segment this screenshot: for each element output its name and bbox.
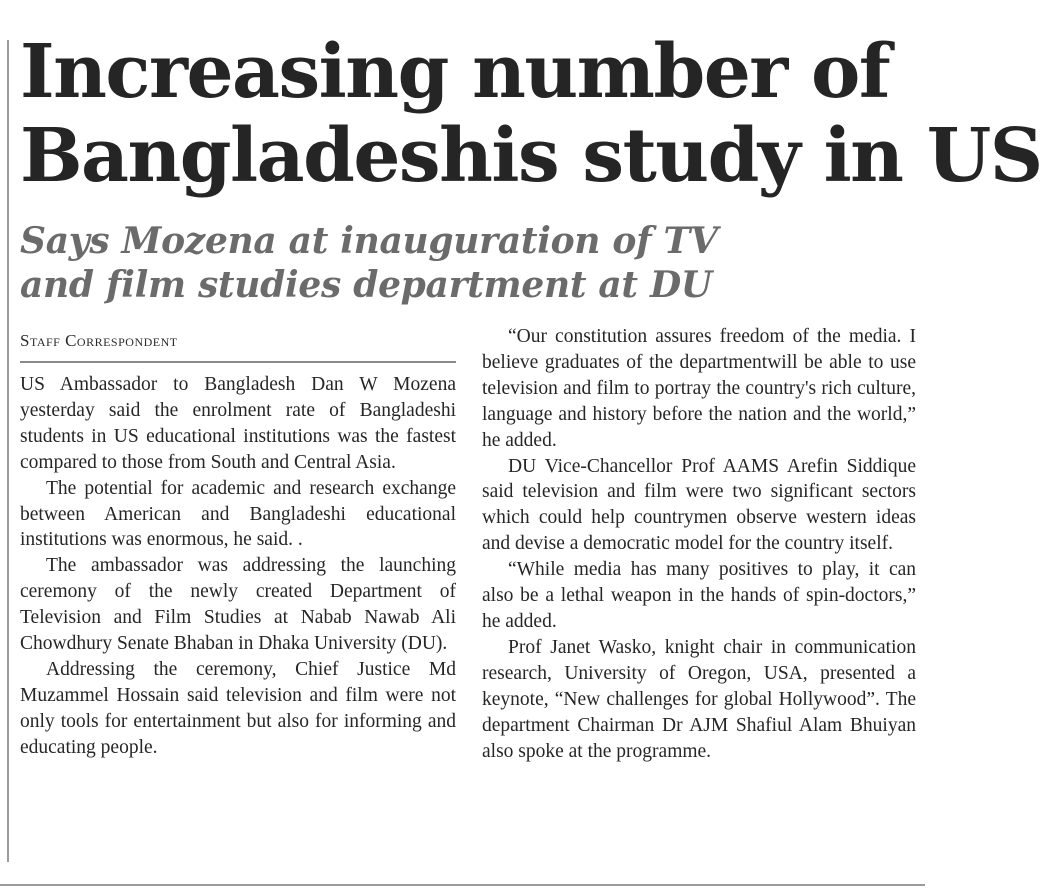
- paragraph: Addressing the ceremony, Chief Justice Md Muzammel Hossain said television and film were not only tools for entertainment but also for informing and educating people.: [20, 658, 456, 758]
- bottom-rule: [0, 884, 925, 886]
- paragraph: DU Vice-Chancellor Prof AAMS Arefin Siddique said television and film were two significant sectors which could help countrymen observe western ideas and devise a democratic model for the country itself.: [482, 455, 916, 555]
- paragraph: The potential for academic and research exchange between American and Bangladeshi educational institutions was enormous, he said. .: [20, 477, 456, 551]
- byline-rule: [20, 361, 456, 363]
- subheadline-line-2: and film studies department at DU: [20, 264, 712, 306]
- paragraph: “Our constitution assures freedom of the media. I believe graduates of the departmentwill be able to use television and film to portray the country's rich culture, language and history before the nation and the world,” he added.: [482, 326, 916, 451]
- paragraph: The ambassador was addressing the launching ceremony of the newly created Department of Television and Film Studies at Nabab Nawab Ali Chowdhury Senate Bhaban in Dhaka University (DU).: [20, 555, 456, 655]
- headline-line-1: Increasing number of: [20, 29, 890, 115]
- paragraph: Prof Janet Wasko, knight chair in communication research, University of Oregon, USA, presented a keynote, “New challenges for global Hollywood”. The department Chairman Dr AJM Shafiul Alam Bhuiyan also spoke at the programme.: [482, 636, 916, 762]
- subheadline-line-1: Says Mozena at inauguration of TV: [20, 220, 718, 262]
- headline-line-2: Bangladeshis study in US: [20, 113, 1042, 199]
- paragraph: “While media has many positives to play, it can also be a lethal weapon in the hands of spin-doctors,” he added.: [482, 559, 916, 632]
- article-column-1: [20, 372, 456, 761]
- byline: Staff Correspondent: [20, 331, 178, 350]
- subheadline: [20, 219, 920, 307]
- article-column-2: [482, 324, 916, 764]
- paragraph: US Ambassador to Bangladesh Dan W Mozena yesterday said the enrolment rate of Bangladeshi students in US educational institutions was the fastest compared to those from South and Central Asia.: [20, 374, 456, 473]
- left-column-rule: [7, 40, 9, 862]
- headline: [20, 29, 1042, 199]
